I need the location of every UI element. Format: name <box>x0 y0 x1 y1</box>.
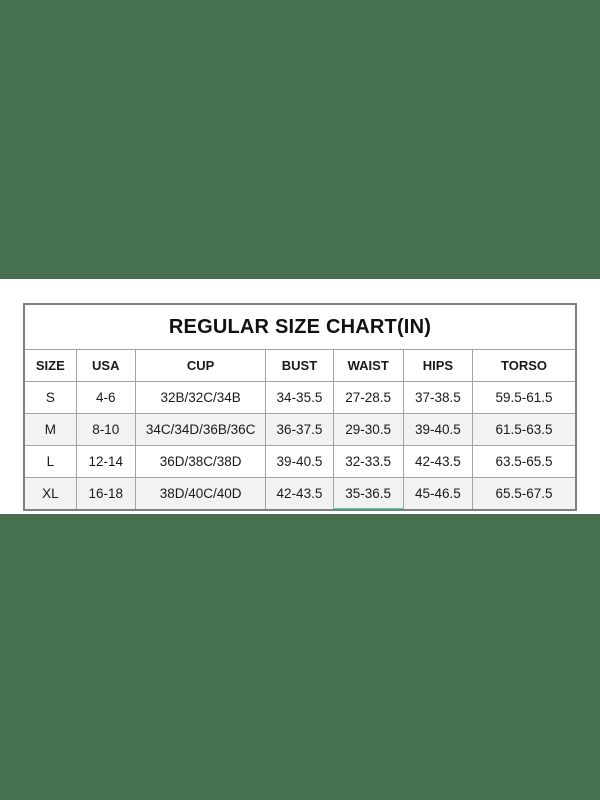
table-cell: 39-40.5 <box>266 446 333 478</box>
table-cell: 34-35.5 <box>266 382 333 414</box>
table-cell: 16-18 <box>76 478 135 511</box>
table-cell: 45-46.5 <box>403 478 472 511</box>
table-cell: 59.5-61.5 <box>473 382 576 414</box>
table-cell: 29-30.5 <box>333 414 403 446</box>
size-chart-table <box>23 303 577 511</box>
column-header-size: SIZE <box>24 350 76 382</box>
chart-title: REGULAR SIZE CHART(IN) <box>24 304 576 350</box>
table-cell: 63.5-65.5 <box>473 446 576 478</box>
table-row-l <box>24 446 576 478</box>
table-cell: 42-43.5 <box>266 478 333 511</box>
table-cell: XL <box>24 478 76 511</box>
table-row-xl <box>24 478 576 511</box>
column-header-bust: BUST <box>266 350 333 382</box>
table-cell: 37-38.5 <box>403 382 472 414</box>
table-cell: 32-33.5 <box>333 446 403 478</box>
table-cell: 12-14 <box>76 446 135 478</box>
column-header-waist: WAIST <box>333 350 403 382</box>
table-cell: L <box>24 446 76 478</box>
column-header-usa: USA <box>76 350 135 382</box>
table-cell: 39-40.5 <box>403 414 472 446</box>
column-header-cup: CUP <box>135 350 265 382</box>
table-row-m <box>24 414 576 446</box>
table-cell-value: 35-36.5 <box>345 486 392 501</box>
table-cell: 65.5-67.5 <box>473 478 576 511</box>
waist-xl-selection-highlight <box>333 508 403 510</box>
table-cell: 34C/34D/36B/36C <box>135 414 265 446</box>
table-cell: 36-37.5 <box>266 414 333 446</box>
table-cell: 38D/40C/40D <box>135 478 265 511</box>
table-cell: 4-6 <box>76 382 135 414</box>
column-header-hips: HIPS <box>403 350 472 382</box>
header-row <box>24 350 576 382</box>
table-cell: M <box>24 414 76 446</box>
table-cell: 27-28.5 <box>333 382 403 414</box>
table-cell: 61.5-63.5 <box>473 414 576 446</box>
table-row-s <box>24 382 576 414</box>
table-cell: S <box>24 382 76 414</box>
title-row <box>24 304 576 350</box>
table-cell: 8-10 <box>76 414 135 446</box>
table-cell: 42-43.5 <box>403 446 472 478</box>
column-header-torso: TORSO <box>473 350 576 382</box>
table-cell <box>333 478 403 511</box>
size-chart-panel <box>0 279 600 514</box>
table-cell: 32B/32C/34B <box>135 382 265 414</box>
table-cell: 36D/38C/38D <box>135 446 265 478</box>
